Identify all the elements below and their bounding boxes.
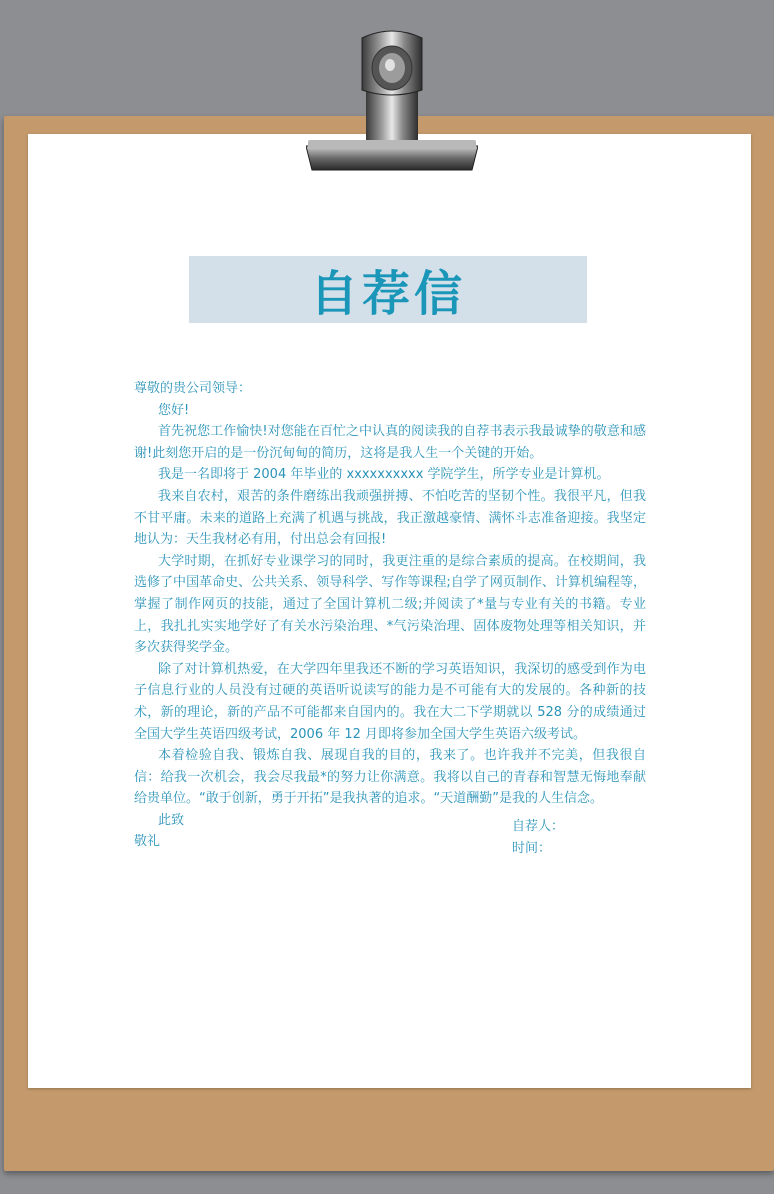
- paragraph: 本着检验自我、锻炼自我、展现自我的目的，我来了。也许我并不完美，但我很自信：给我一次机会，我会尽我最*的努力让你满意。我将以自己的青春和智慧无悔地奉献给贵单位。“敢于创新，勇于开拓”是我执著的追求。“天道酬勤”是我的人生信念。: [134, 748, 646, 807]
- paragraph: 我是一名即将于 2004 年毕业的 xxxxxxxxxx 学院学生，所学专业是计算机。: [158, 467, 610, 483]
- page-title: 自荐信: [309, 266, 466, 322]
- paragraph: 大学时期，在抓好专业课学习的同时，我更注重的是综合素质的提高。在校期间，我选修了中国革命史、公共关系、领导科学、写作等课程;自学了网页制作、计算机编程等，掌握了制作网页的技能，通过了全国计算机二级;并阅读了*量与专业有关的书籍。专业上，我扎扎实实地学好了有关水污染治理、*气污染治理、固体废物处理等相关知识，并多次获得奖学金。: [134, 553, 646, 656]
- paragraph: 除了对计算机热爱，在大学四年里我还不断的学习英语知识，我深切的感受到作为电子信息行业的人员没有过硬的英语听说读写的能力是不可能有大的发展的。各种新的技术，新的理论，新的产品不可能都来自国内的。我在大二下学期就以 528 分的成绩通过全国大学生英语四级考试，2006 年 12 月即将参加全国大学生英语六级考试。: [134, 661, 646, 742]
- binder-clip-icon: [306, 28, 478, 176]
- letter-body: [134, 378, 646, 853]
- hello-line: 您好!: [158, 402, 190, 418]
- paragraph: 首先祝您工作愉快!对您能在百忙之中认真的阅读我的自荐书表示我最诚挚的敬意和感谢!此刻您开启的是一份沉甸甸的简历，这将是我人生一个关键的开始。: [134, 424, 646, 461]
- title-banner: [189, 256, 587, 323]
- salute-line: 敬礼: [134, 834, 161, 850]
- greeting: 尊敬的贵公司领导：: [134, 381, 252, 396]
- signature-block: [512, 816, 564, 859]
- date-label: 时间：: [512, 840, 552, 856]
- paragraph: 我来自农村，艰苦的条件磨练出我顽强拼搏、不怕吃苦的坚韧个性。我很平凡，但我不甘平庸。未来的道路上充满了机遇与挑战，我正激越豪情、满怀斗志准备迎接。我坚定地认为：天生我材必有用，付出总会有回报!: [134, 488, 646, 548]
- signature-label: 自荐人：: [512, 819, 565, 834]
- closing-line: 此致: [158, 812, 185, 828]
